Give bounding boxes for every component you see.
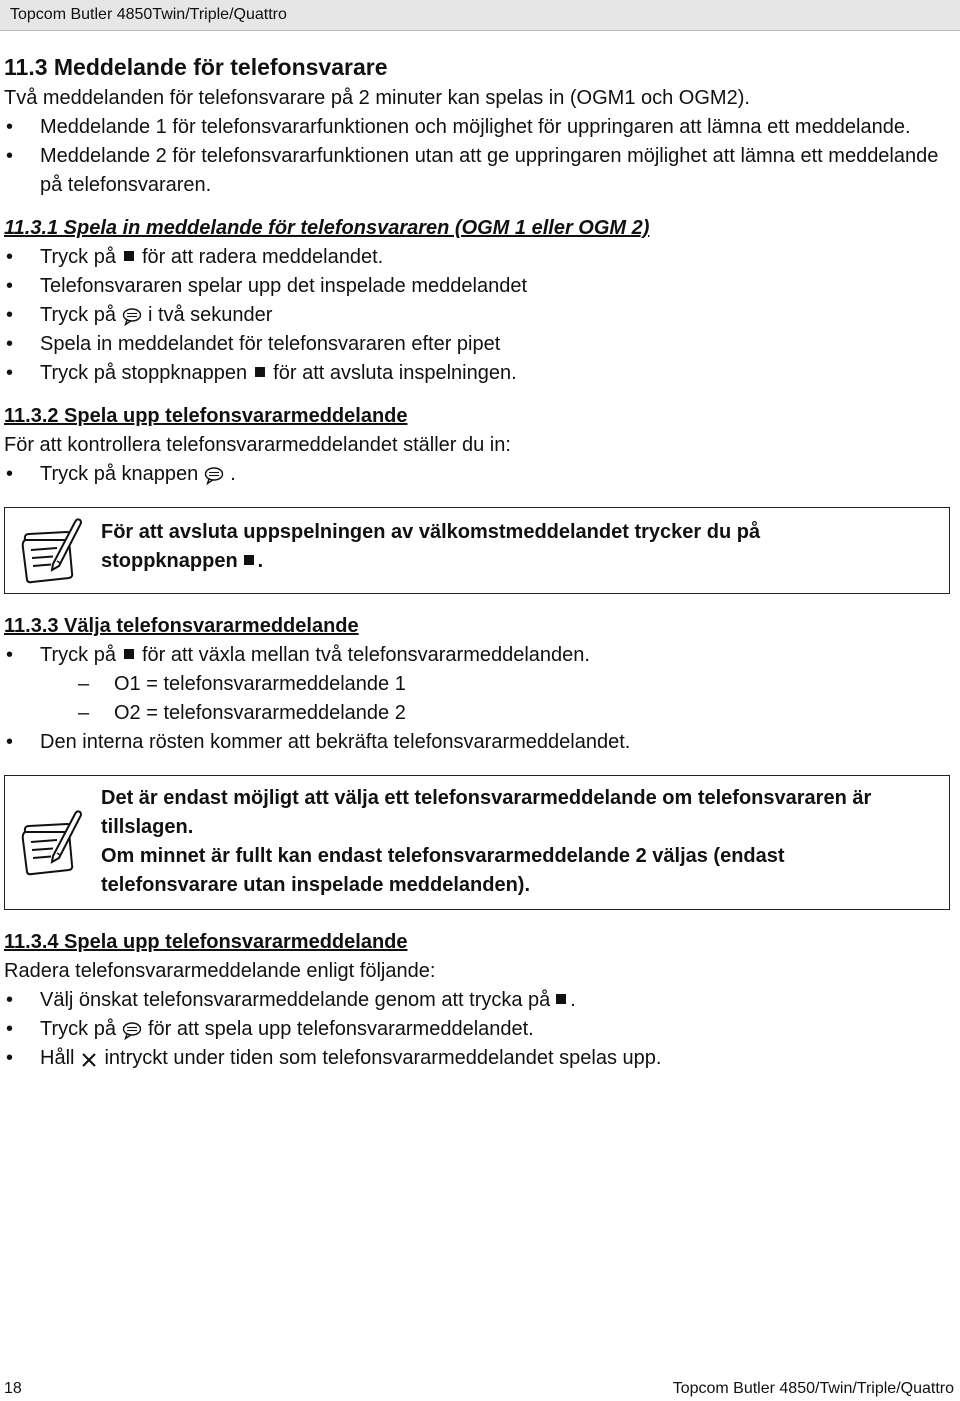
- stop-square-icon: [124, 251, 134, 261]
- list-item: • Meddelande 2 för telefonsvararfunktionen utan att ge uppringaren möjlighet att lämna ett meddelande på telefonsvararen.: [4, 142, 950, 200]
- list-item: • Håll intryckt under tiden som telefonsvararmeddelandet spelas upp.: [4, 1044, 950, 1073]
- list-item: • Tryck på i två sekunder: [4, 301, 950, 330]
- list-item: • Meddelande 1 för telefonsvararfunktionen och möjlighet för uppringaren att lämna ett meddelande.: [4, 113, 950, 142]
- list-item: • Tryck på för att radera meddelandet.: [4, 243, 950, 272]
- document-body: [4, 50, 950, 1073]
- page-header: [0, 0, 960, 31]
- section-heading-11-3-3: 11.3.3 Välja telefonsvararmeddelande: [4, 615, 359, 637]
- section-11-3-list: [4, 113, 950, 200]
- x-cross-icon: [80, 1049, 98, 1067]
- message-bubble-icon: [122, 1020, 142, 1038]
- list-item: • Tryck på knappen .: [4, 460, 950, 489]
- section-heading-11-3-1: 11.3.1 Spela in meddelande för telefonsvararen (OGM 1 eller OGM 2): [4, 217, 650, 239]
- header-title: Topcom Butler 4850Twin/Triple/Quattro: [10, 6, 287, 23]
- footer-product: Topcom Butler 4850/Twin/Triple/Quattro: [672, 1380, 954, 1397]
- stop-square-icon: [556, 994, 566, 1004]
- note-box: [4, 507, 950, 594]
- section-11-3-2-intro: För att kontrollera telefonsvararmeddelandet ställer du in:: [4, 434, 511, 456]
- note-pencil-icon: [19, 808, 83, 881]
- message-bubble-icon: [122, 306, 142, 324]
- sub-list: [4, 670, 950, 728]
- section-11-3-4-intro: Radera telefonsvararmeddelande enligt följande:: [4, 960, 436, 982]
- note-pencil-icon: [19, 516, 83, 589]
- page-number: 18: [4, 1380, 22, 1397]
- stop-square-icon: [255, 367, 265, 377]
- section-11-3-1-list: [4, 243, 950, 388]
- list-item: • Tryck på för att spela upp telefonsvararmeddelandet.: [4, 1015, 950, 1044]
- section-11-3-intro: Två meddelanden för telefonsvarare på 2 minuter kan spelas in (OGM1 och OGM2).: [4, 87, 750, 109]
- stop-square-icon: [124, 649, 134, 659]
- section-11-3-2-list: [4, 460, 950, 489]
- list-item: • Välj önskat telefonsvararmeddelande genom att trycka på .: [4, 986, 950, 1015]
- note-text: Det är endast möjligt att välja ett telefonsvararmeddelande om telefonsvararen är tillslagen. Om minnet är fullt kan endast telefonsvararmeddelande 2 väljas (endast telefonsvarare utan inspelade meddelanden).: [101, 787, 872, 896]
- stop-square-icon: [244, 555, 254, 565]
- section-heading-11-3-4: 11.3.4 Spela upp telefonsvararmeddelande: [4, 931, 408, 953]
- section-11-3-4-list: [4, 986, 950, 1073]
- section-heading-11-3-2: 11.3.2 Spela upp telefonsvararmeddelande: [4, 405, 408, 427]
- note-text: För att avsluta uppspelningen av välkomstmeddelandet trycker du på stoppknappen .: [101, 521, 761, 572]
- note-box: [4, 775, 950, 910]
- section-heading-11-3: 11.3 Meddelande för telefonsvarare: [4, 54, 388, 80]
- list-item: • Den interna rösten kommer att bekräfta telefonsvararmeddelandet.: [4, 728, 950, 757]
- sub-list-item: – O2 = telefonsvararmeddelande 2: [4, 699, 950, 728]
- list-item: • Tryck på för att växla mellan två telefonsvararmeddelanden. – O1 = telefonsvararmeddelande 1 – O2 = telefonsvararmeddelande 2: [4, 641, 950, 728]
- sub-list-item: – O1 = telefonsvararmeddelande 1: [4, 670, 950, 699]
- section-11-3-3-list: [4, 641, 950, 757]
- message-bubble-icon: [204, 465, 224, 483]
- list-item: • Telefonsvararen spelar upp det inspelade meddelandet: [4, 272, 950, 301]
- list-item: • Tryck på stoppknappen för att avsluta inspelningen.: [4, 359, 950, 388]
- list-item: • Spela in meddelandet för telefonsvararen efter pipet: [4, 330, 950, 359]
